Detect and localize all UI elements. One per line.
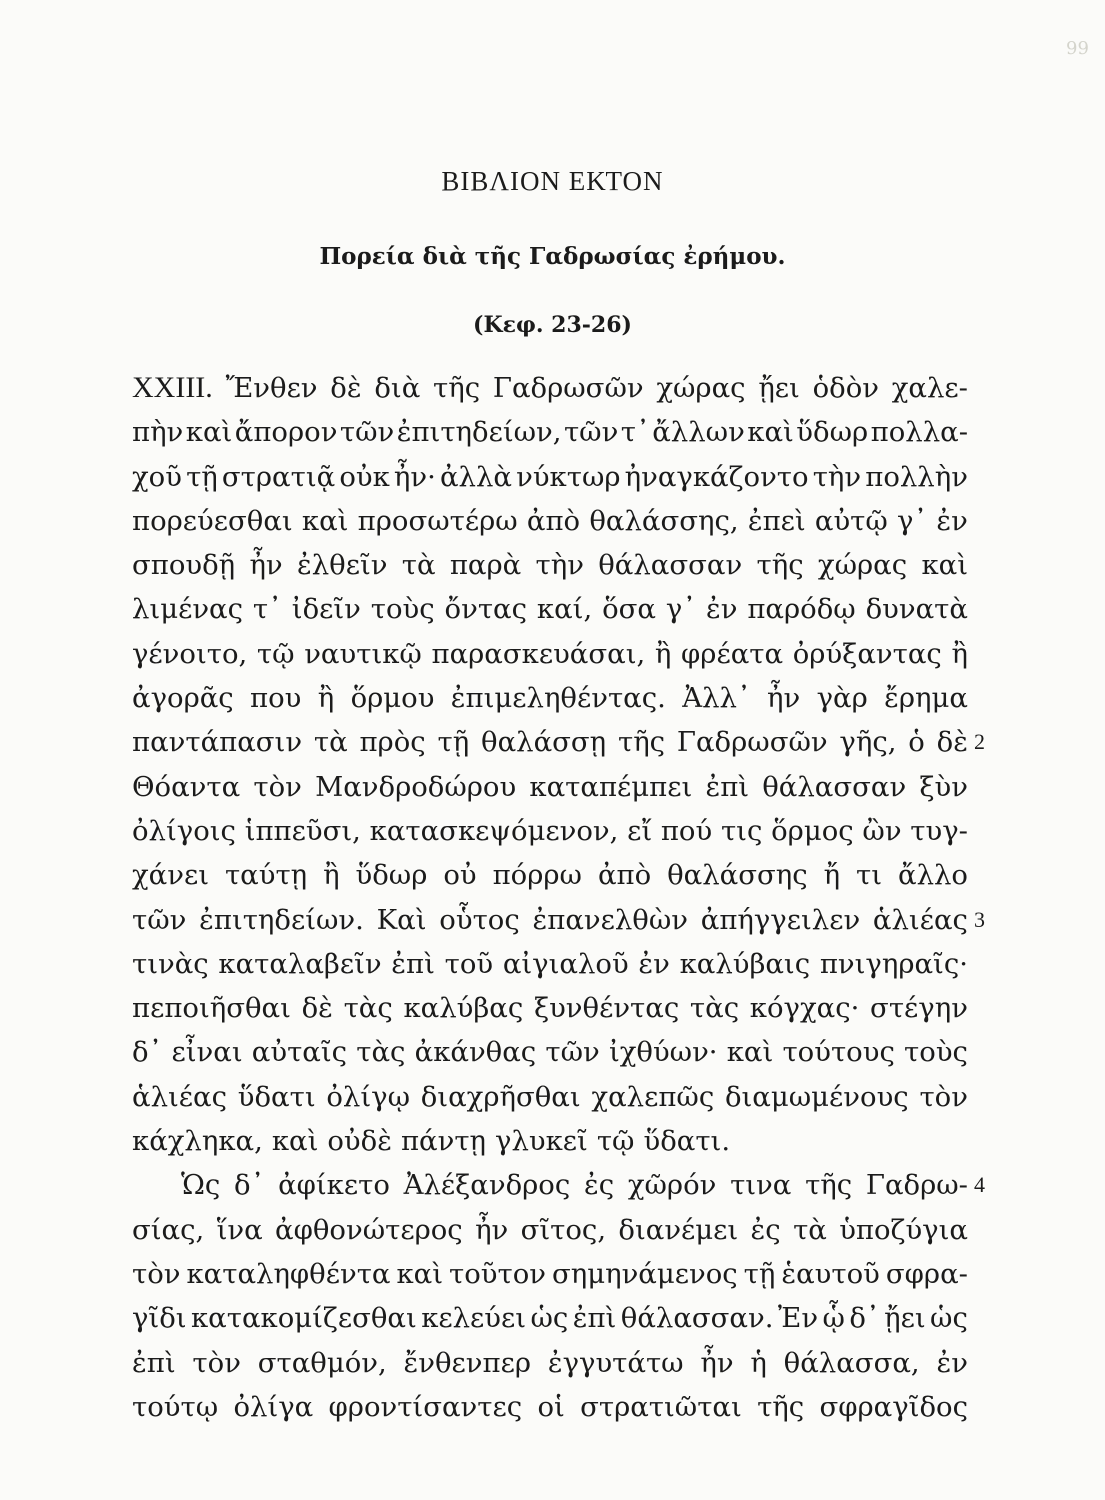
word: λιμένας bbox=[132, 593, 244, 626]
word: ἐπὶ bbox=[705, 770, 750, 803]
word: ὀλίγα bbox=[233, 1390, 314, 1423]
word: θάλασσαν bbox=[598, 549, 743, 582]
word: νύκτωρ bbox=[516, 460, 621, 493]
word: πρὸς bbox=[359, 726, 426, 759]
text-line bbox=[132, 499, 968, 543]
word: δυνατὰ bbox=[865, 593, 968, 626]
word: θάλασσα, bbox=[783, 1346, 920, 1379]
word: ᾔει bbox=[758, 372, 800, 404]
word: δὲ bbox=[301, 992, 333, 1025]
text-line bbox=[132, 1208, 968, 1252]
faint-page-number: 99 bbox=[1066, 38, 1089, 59]
word: ὕδατι bbox=[237, 1080, 316, 1113]
word: εἶναι bbox=[171, 1036, 243, 1069]
word: ἄλλων bbox=[652, 416, 745, 449]
word: τινὰς bbox=[132, 947, 209, 980]
word: δὲ bbox=[936, 726, 968, 759]
word: τῆς bbox=[757, 1390, 805, 1423]
word: Ἐν bbox=[777, 1302, 819, 1335]
word: σῖτος, bbox=[520, 1213, 607, 1246]
word: τῆς bbox=[805, 1169, 853, 1202]
word: σταθμόν, bbox=[257, 1346, 387, 1379]
word: ἔνθενπερ bbox=[403, 1346, 532, 1379]
word: ἐλθεῖν bbox=[296, 549, 388, 582]
main-text bbox=[132, 366, 968, 1429]
word: παρασκευάσαι, bbox=[431, 637, 646, 670]
word: χοῦ bbox=[132, 460, 182, 493]
text-line bbox=[132, 543, 968, 587]
word: εἴ bbox=[627, 814, 653, 847]
word: ἦν bbox=[249, 549, 283, 582]
word: θάλασσαν. bbox=[620, 1302, 774, 1335]
word: ἐν bbox=[705, 593, 738, 626]
word: ἀφίκετο bbox=[278, 1169, 390, 1202]
word: τὴν bbox=[535, 549, 584, 582]
word: καταπέμπει bbox=[529, 770, 693, 803]
word: καταληφθέντα bbox=[186, 1257, 391, 1290]
word: ἐν bbox=[936, 504, 968, 537]
section-subtitle: Πορεία διὰ τῆς Γαδρωσίας ἐρήμου. bbox=[319, 243, 786, 270]
word: ὢν bbox=[862, 814, 902, 847]
word: τινα bbox=[730, 1169, 792, 1202]
word: Θόαντα bbox=[132, 770, 241, 803]
word: πού bbox=[660, 814, 713, 847]
word: τὰς bbox=[356, 1036, 406, 1069]
word: ἀλλὰ bbox=[439, 460, 512, 493]
text-line bbox=[132, 676, 968, 720]
word: στρατιᾷ bbox=[221, 460, 336, 493]
word: καὶ bbox=[185, 416, 233, 449]
word: γὰρ bbox=[816, 682, 868, 715]
word: καὶ bbox=[921, 549, 968, 582]
word: Ἔνθεν bbox=[225, 372, 318, 404]
word: οὐδὲ bbox=[327, 1125, 392, 1158]
word: σίας, bbox=[132, 1213, 205, 1246]
word: ἐπὶ bbox=[132, 1346, 176, 1379]
word: αὐτῷ bbox=[814, 504, 888, 537]
word: ὕδωρ bbox=[796, 416, 869, 449]
word: ἦν bbox=[475, 1213, 509, 1246]
word: τούτῳ bbox=[132, 1390, 219, 1423]
word: χώρας bbox=[817, 549, 908, 582]
word: ἢ bbox=[654, 637, 672, 670]
word: ᾔει bbox=[884, 1302, 926, 1335]
word: θαλάσσης, bbox=[589, 504, 739, 537]
word: τῶν bbox=[563, 416, 619, 449]
word: ἐπεὶ bbox=[747, 504, 806, 537]
word: ἐν bbox=[638, 947, 670, 980]
word: θάλασσαν bbox=[762, 770, 907, 803]
word: διανέμει bbox=[618, 1213, 739, 1246]
word: ἢ bbox=[317, 682, 335, 715]
word: ὀλίγῳ bbox=[326, 1080, 410, 1113]
word: ὡς bbox=[530, 1302, 569, 1335]
word: τῇ bbox=[743, 1257, 776, 1290]
word: ἐπιτηδείων, bbox=[396, 416, 562, 449]
word: τυγ- bbox=[910, 814, 968, 847]
text-line bbox=[132, 942, 968, 986]
word: ὡς bbox=[930, 1302, 968, 1335]
word: χῶρόν bbox=[627, 1169, 717, 1202]
margin-number: 3 bbox=[974, 906, 985, 932]
word: Γαδρωσῶν bbox=[492, 372, 644, 404]
word: καὶ bbox=[271, 1125, 319, 1158]
word: ὄντας bbox=[444, 593, 528, 626]
word: ξυνθέντας bbox=[533, 992, 680, 1025]
word: ἦν bbox=[700, 1346, 734, 1379]
text-line bbox=[132, 1341, 968, 1385]
word: ἦν bbox=[767, 682, 801, 715]
word: καὶ bbox=[726, 1036, 774, 1069]
text-line bbox=[132, 1075, 968, 1119]
word: κόγχας· bbox=[749, 992, 860, 1025]
word: οὐκ bbox=[339, 460, 390, 493]
word: πολλὴν bbox=[865, 460, 968, 493]
word: ὅσα bbox=[602, 593, 656, 626]
word: κελεύει bbox=[421, 1302, 527, 1335]
word: τοῦ bbox=[444, 947, 494, 980]
word: θαλάσσῃ bbox=[481, 726, 607, 759]
chapter-range: (Κεφ. 23-26) bbox=[473, 312, 632, 338]
word: τὰς bbox=[343, 992, 393, 1025]
word: προσωτέρω bbox=[357, 504, 518, 537]
word: πολλα- bbox=[870, 416, 968, 449]
word: τὰ bbox=[401, 549, 436, 582]
word: ὀρύξαντας bbox=[792, 637, 942, 670]
word: πόρρω bbox=[492, 859, 582, 892]
text-line bbox=[132, 1296, 968, 1340]
text-line bbox=[132, 809, 968, 853]
word: τὸν bbox=[919, 1080, 968, 1113]
word: ναυτικῷ bbox=[304, 637, 422, 670]
word: τ᾽ bbox=[620, 416, 650, 449]
word: ἐς bbox=[583, 1169, 615, 1202]
word: ἀκάνθας bbox=[414, 1036, 537, 1069]
word: ταύτῃ bbox=[224, 859, 308, 892]
word: καλύβας bbox=[403, 992, 524, 1025]
word: καταλαβεῖν bbox=[218, 947, 382, 980]
word: πνιγηραῖς· bbox=[819, 947, 968, 980]
word: ἦν· bbox=[393, 460, 436, 493]
word: τοὺς bbox=[370, 593, 435, 626]
word: ὀλίγοις bbox=[132, 814, 236, 847]
word: οὗτος bbox=[439, 903, 520, 936]
word: τῶν bbox=[132, 903, 187, 936]
word: ὕδωρ bbox=[355, 859, 428, 892]
word: καὶ bbox=[301, 504, 349, 537]
text-line bbox=[132, 410, 968, 454]
word: τι bbox=[856, 859, 883, 892]
text-line bbox=[132, 1385, 968, 1429]
word: γ᾽ bbox=[897, 504, 928, 537]
word: ἰδεῖν bbox=[291, 593, 361, 626]
word: ἀπὸ bbox=[597, 859, 652, 892]
text-line bbox=[132, 1252, 968, 1296]
text-line bbox=[132, 1030, 968, 1074]
word: ἐπανελθὼν bbox=[532, 903, 688, 936]
word: ἄπορον bbox=[234, 416, 338, 449]
word: οἱ bbox=[537, 1390, 565, 1423]
text-line bbox=[132, 1119, 968, 1163]
word: παντάπασιν bbox=[132, 726, 303, 759]
word: ἰχθύων· bbox=[608, 1036, 718, 1069]
word: Ἀλέξανδρος bbox=[403, 1169, 571, 1202]
word: Μανδροδώρου bbox=[315, 770, 517, 803]
word: χάνει bbox=[132, 859, 209, 892]
word: τ᾽ bbox=[252, 593, 282, 626]
word: τῷ bbox=[256, 637, 295, 670]
word: ἐπιτηδείων. bbox=[199, 903, 364, 936]
word: τῆς bbox=[433, 372, 481, 404]
word: γ᾽ bbox=[665, 593, 697, 626]
word: σπουδῇ bbox=[132, 549, 236, 582]
word: ἀγορᾶς bbox=[132, 682, 234, 715]
word: τὸν bbox=[253, 770, 302, 803]
word: δ᾽ bbox=[849, 1302, 880, 1335]
word: ἢ bbox=[951, 637, 968, 670]
text-line bbox=[132, 366, 968, 410]
word: κάχληκα, bbox=[132, 1125, 263, 1158]
word: δὲ bbox=[330, 372, 362, 404]
word: φρέατα bbox=[681, 637, 784, 670]
word: πὴν bbox=[132, 416, 184, 449]
book-title: ΒΙΒΛΙΟΝ ΕΚΤΟΝ bbox=[441, 166, 664, 196]
word: ὑποζύγια bbox=[839, 1213, 968, 1246]
text-line bbox=[132, 898, 968, 942]
word: ἀπήγγειλεν bbox=[700, 903, 861, 936]
margin-number: 4 bbox=[974, 1172, 985, 1198]
word: γλυκεῖ bbox=[495, 1125, 588, 1158]
word: ἐπὶ bbox=[391, 947, 435, 980]
word: γῆς, bbox=[839, 726, 897, 759]
word: πορεύεσθαι bbox=[132, 504, 293, 537]
text-line bbox=[132, 720, 968, 764]
word: ἡ bbox=[750, 1346, 767, 1379]
section-number: XXIII. bbox=[132, 371, 213, 404]
word: ἐν bbox=[936, 1346, 968, 1379]
word: ὁδὸν bbox=[812, 372, 879, 404]
word: χαλε- bbox=[891, 372, 968, 404]
word: σφρα- bbox=[885, 1257, 968, 1290]
word: καὶ bbox=[396, 1257, 444, 1290]
word: τῆς bbox=[617, 726, 666, 759]
word: ἠναγκάζοντο bbox=[624, 460, 809, 493]
word: κατακομίζεσθαι bbox=[190, 1302, 417, 1335]
word: διαμωμένους bbox=[724, 1080, 909, 1113]
word: τὸν bbox=[192, 1346, 241, 1379]
word: που bbox=[250, 682, 302, 715]
word: φροντίσαντες bbox=[328, 1390, 523, 1423]
word: Καὶ bbox=[376, 903, 427, 936]
word: στέγην bbox=[870, 992, 968, 1025]
word: τοῦτον bbox=[449, 1257, 546, 1290]
word: τούτους bbox=[782, 1036, 895, 1069]
text-line bbox=[132, 632, 968, 676]
text-line bbox=[132, 986, 968, 1030]
word: ἄλλο bbox=[898, 859, 968, 892]
word: τῇ bbox=[186, 460, 218, 493]
text-line bbox=[132, 765, 968, 809]
word: τῶν bbox=[545, 1036, 600, 1069]
word: τις bbox=[720, 814, 763, 847]
word: ἀφθονώτερος bbox=[275, 1213, 463, 1246]
text-line bbox=[132, 853, 968, 897]
word: ὕδατι. bbox=[643, 1125, 731, 1158]
word: ἢ bbox=[323, 859, 340, 892]
word: χαλεπῶς bbox=[591, 1080, 715, 1113]
word: γένοιτο, bbox=[132, 637, 248, 670]
word: Ἀλλ᾽ bbox=[682, 682, 751, 715]
word: οὐ bbox=[443, 859, 477, 892]
word: διὰ bbox=[374, 372, 421, 404]
word: ἀπὸ bbox=[526, 504, 581, 537]
word: τοὺς bbox=[904, 1036, 968, 1069]
word: αἰγιαλοῦ bbox=[502, 947, 629, 980]
word: δ᾽ bbox=[132, 1036, 163, 1069]
word: ἐπιμεληθέντας. bbox=[450, 682, 666, 715]
word: στρατιῶται bbox=[580, 1390, 742, 1423]
word: πεποιῆσθαι bbox=[132, 992, 291, 1025]
word: δ᾽ bbox=[234, 1169, 265, 1202]
word: ὅρμος bbox=[771, 814, 854, 847]
word: πάντῃ bbox=[400, 1125, 487, 1158]
word: καί, bbox=[536, 593, 593, 626]
word: θαλάσσης bbox=[667, 859, 808, 892]
word: ὅρμου bbox=[350, 682, 435, 715]
word: ἐπὶ bbox=[572, 1302, 617, 1335]
word: τῆς bbox=[756, 549, 804, 582]
word: τὰ bbox=[313, 726, 348, 759]
text-line bbox=[132, 1163, 968, 1207]
word: Γαδρω- bbox=[865, 1169, 968, 1202]
word: ξὺν bbox=[919, 770, 968, 803]
word: αὐταῖς bbox=[251, 1036, 348, 1069]
text-line bbox=[132, 587, 968, 631]
word: τὸν bbox=[132, 1257, 181, 1290]
word: παρὰ bbox=[449, 549, 522, 582]
word: καλύβαις bbox=[679, 947, 811, 980]
word: ἐς bbox=[750, 1213, 781, 1246]
word: τὴν bbox=[812, 460, 862, 493]
word: τὰς bbox=[689, 992, 740, 1025]
word: ἵνα bbox=[216, 1213, 263, 1246]
word: τῇ bbox=[437, 726, 470, 759]
word: κατασκεψόμενον, bbox=[369, 814, 619, 847]
word: τῶν bbox=[339, 416, 395, 449]
word: διαχρῆσθαι bbox=[420, 1080, 581, 1113]
word: ἁλιέας bbox=[132, 1080, 228, 1113]
word: ἱππεῦσι, bbox=[244, 814, 361, 847]
text-line bbox=[132, 455, 968, 499]
word: ἔρημα bbox=[884, 682, 968, 715]
word: Ὡς bbox=[181, 1169, 221, 1202]
word: τῷ bbox=[596, 1125, 635, 1158]
word: παρόδῳ bbox=[747, 593, 856, 626]
margin-number: 2 bbox=[974, 729, 985, 755]
word: ἐγγυτάτω bbox=[547, 1346, 684, 1379]
word: σημηνάμενος bbox=[551, 1257, 738, 1290]
word: καὶ bbox=[747, 416, 794, 449]
word: γῖδι bbox=[132, 1302, 187, 1335]
word: σφραγῖδος bbox=[819, 1390, 968, 1423]
word: ὁ bbox=[908, 726, 925, 759]
word: Γαδρωσῶν bbox=[676, 726, 828, 759]
word: ἤ bbox=[823, 859, 841, 892]
word: ἁλιέας bbox=[872, 903, 968, 936]
word: τὰ bbox=[793, 1213, 827, 1246]
word: χώρας bbox=[656, 372, 746, 404]
word: ᾧ bbox=[822, 1302, 845, 1335]
word: ἑαυτοῦ bbox=[781, 1257, 880, 1290]
